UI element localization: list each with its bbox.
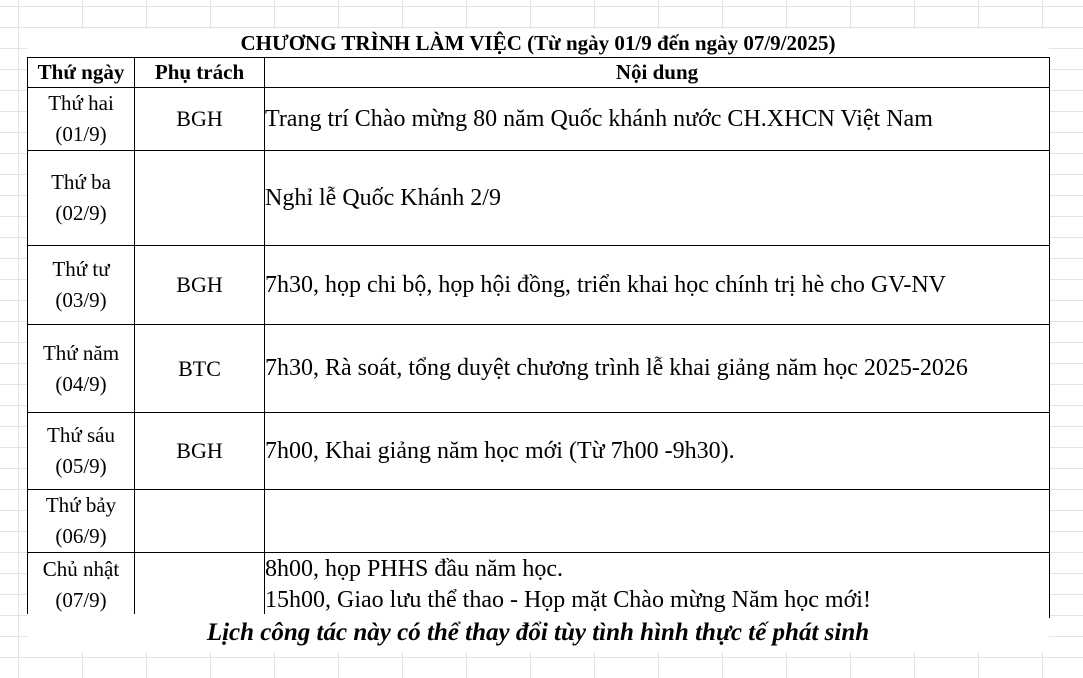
day-name: Thứ tư xyxy=(52,257,110,281)
owner-cell xyxy=(135,553,265,618)
day-cell xyxy=(28,88,135,151)
table-row xyxy=(28,246,1050,325)
day-cell xyxy=(28,246,135,325)
content-line: 8h00, họp PHHS đầu năm học. xyxy=(265,556,563,582)
table-row xyxy=(28,88,1050,151)
content-line: 15h00, Giao lưu thể thao - Họp mặt Chào mừng Năm học mới! xyxy=(265,587,871,613)
day-cell xyxy=(28,490,135,553)
day-name: Thứ hai xyxy=(48,91,114,115)
content-line: 7h00, Khai giảng năm học mới (Từ 7h00 -9h30). xyxy=(265,437,735,464)
content-cell xyxy=(265,246,1050,325)
owner-cell: BGH xyxy=(135,413,265,490)
content-cell xyxy=(265,413,1050,490)
day-date: (04/9) xyxy=(55,371,107,396)
schedule-table xyxy=(27,57,1050,618)
content-cell xyxy=(265,490,1050,553)
owner-cell: BGH xyxy=(135,246,265,325)
schedule-footnote: Lịch công tác này có thể thay đổi tùy tình hình thực tế phát sinh xyxy=(27,614,1049,652)
day-date: (07/9) xyxy=(55,588,107,612)
table-row xyxy=(28,151,1050,246)
content-cell xyxy=(265,553,1050,618)
day-cell xyxy=(28,151,135,246)
content-cell xyxy=(265,88,1050,151)
table-row xyxy=(28,413,1050,490)
day-cell xyxy=(28,553,135,618)
content-cell xyxy=(265,325,1050,413)
day-name: Thứ sáu xyxy=(47,423,115,447)
header-owner: Phụ trách xyxy=(135,58,265,88)
owner-cell: BGH xyxy=(135,88,265,151)
day-date: (03/9) xyxy=(55,288,107,312)
table-row xyxy=(28,325,1050,413)
day-cell xyxy=(28,325,135,413)
content-line: Nghỉ lễ Quốc Khánh 2/9 xyxy=(265,184,501,211)
owner-cell xyxy=(135,490,265,553)
day-date: (06/9) xyxy=(55,524,107,548)
day-date: (05/9) xyxy=(55,454,107,478)
owner-cell: BTC xyxy=(135,325,265,413)
schedule-title: CHƯƠNG TRÌNH LÀM VIỆC (Từ ngày 01/9 đến ngày 07/9/2025) xyxy=(27,29,1049,57)
day-name: Thứ bảy xyxy=(45,493,117,517)
owner-cell xyxy=(135,151,265,246)
content-line: 7h30, họp chi bộ, họp hội đồng, triển khai học chính trị hè cho GV-NV xyxy=(265,271,947,298)
header-row xyxy=(28,58,1050,88)
day-name: Thứ ba xyxy=(51,170,111,194)
day-cell xyxy=(28,413,135,490)
header-content: Nội dung xyxy=(265,58,1050,88)
day-name: Thứ năm xyxy=(42,340,120,365)
day-date: (01/9) xyxy=(55,122,107,146)
content-line: Trang trí Chào mừng 80 năm Quốc khánh nước CH.XHCN Việt Nam xyxy=(265,105,933,132)
day-date: (02/9) xyxy=(55,201,107,225)
content-cell xyxy=(265,151,1050,246)
table-row xyxy=(28,490,1050,553)
header-day: Thứ ngày xyxy=(28,58,135,88)
day-name: Chủ nhật xyxy=(42,557,120,581)
content-line: 7h30, Rà soát, tổng duyệt chương trình lễ khai giảng năm học 2025-2026 xyxy=(265,355,968,381)
table-row xyxy=(28,553,1050,618)
